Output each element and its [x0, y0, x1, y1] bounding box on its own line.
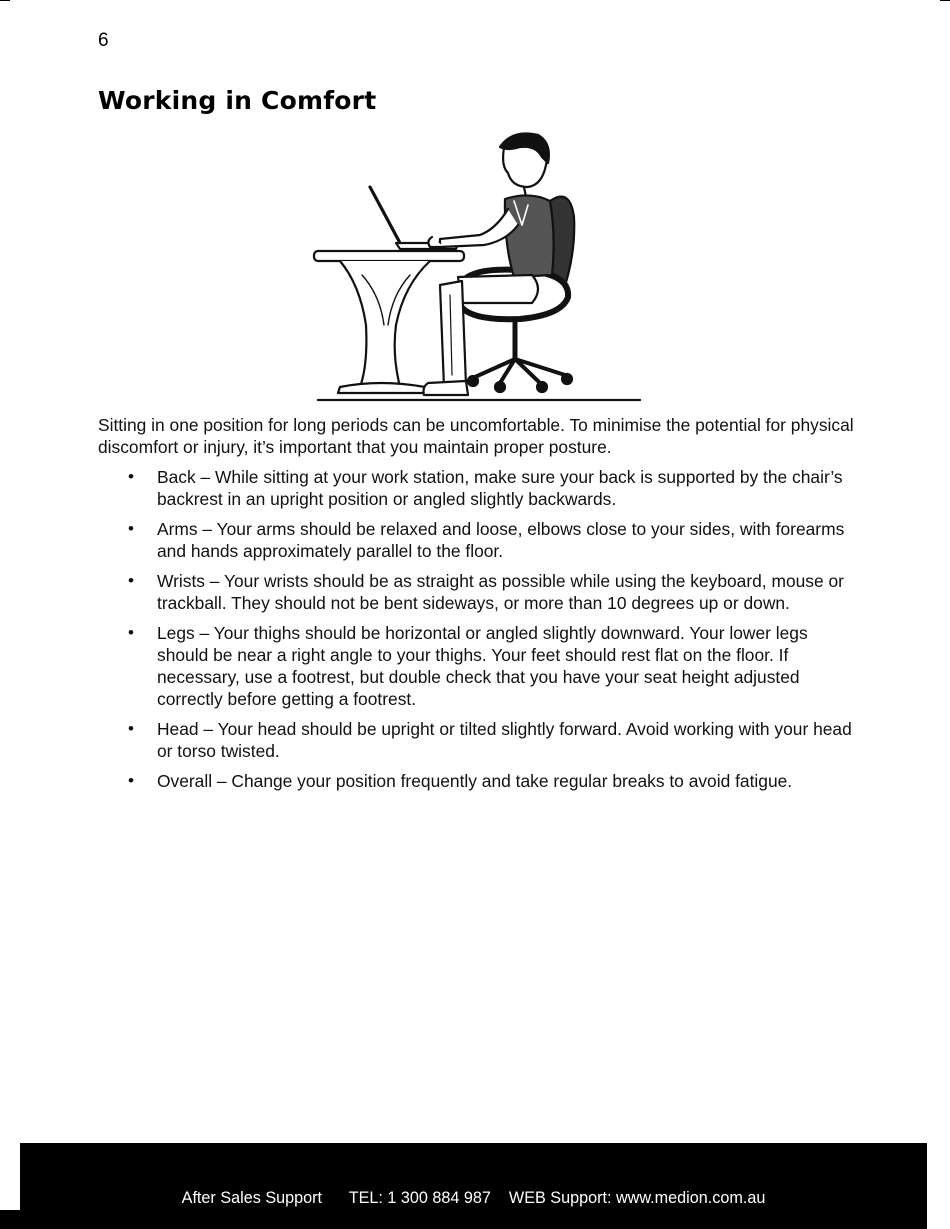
footer-support-label: After Sales Support — [181, 1189, 323, 1207]
list-item-text: Wrists – Your wrists should be as straight as possible while using the keyboard, mouse or trackball. They should not be bent sideways, or more than 10 degrees up or down. — [157, 571, 844, 613]
bullet-icon: • — [128, 467, 134, 486]
list-item-wrists — [98, 570, 858, 614]
posture-tips-list — [98, 466, 858, 800]
list-item-overall — [98, 770, 858, 792]
footer-web: WEB Support: www.medion.com.au — [508, 1189, 766, 1207]
bullet-icon: • — [128, 623, 134, 642]
page-number: 6 — [98, 30, 109, 51]
list-item-legs — [98, 622, 858, 710]
footer-corner-mark — [0, 1210, 20, 1229]
bullet-icon: • — [128, 571, 134, 590]
bullet-icon: • — [128, 519, 134, 538]
list-item-text: Arms – Your arms should be relaxed and loose, elbows close to your sides, with forearms and hands approximately parallel to the floor. — [157, 519, 845, 561]
list-item-back — [98, 466, 858, 510]
footer-text — [20, 1189, 927, 1208]
list-item-text: Legs – Your thighs should be horizontal or angled slightly downward. Your lower legs should be near a right angle to your thighs. Your feet should rest flat on the floor. If necessary, use a footrest, but double check that you have your seat height adjusted correctly before getting a footrest. — [157, 623, 808, 709]
crop-mark-right — [940, 0, 950, 1]
list-item-text: Back – While sitting at your work station, make sure your back is supported by the chair’s backrest in an upright position or angled slightly backwards. — [157, 467, 843, 509]
intro-paragraph: Sitting in one position for long periods can be uncomfortable. To minimise the potential for physical discomfort or injury, it’s important that you maintain proper posture. — [98, 415, 854, 457]
page-title: Working in Comfort — [98, 86, 377, 115]
footer-tel: TEL: 1 300 884 987 — [348, 1189, 491, 1207]
list-item-text: Overall – Change your position frequently and take regular breaks to avoid fatigue. — [157, 771, 793, 791]
support-footer — [20, 1143, 927, 1229]
list-item-arms — [98, 518, 858, 562]
list-item-head — [98, 718, 858, 762]
crop-mark-left — [0, 0, 10, 1]
bullet-icon: • — [128, 771, 134, 790]
bullet-icon: • — [128, 719, 134, 738]
person-seated-at-laptop-illustration — [300, 125, 650, 410]
list-item-text: Head – Your head should be upright or tilted slightly forward. Avoid working with your head or torso twisted. — [157, 719, 852, 761]
